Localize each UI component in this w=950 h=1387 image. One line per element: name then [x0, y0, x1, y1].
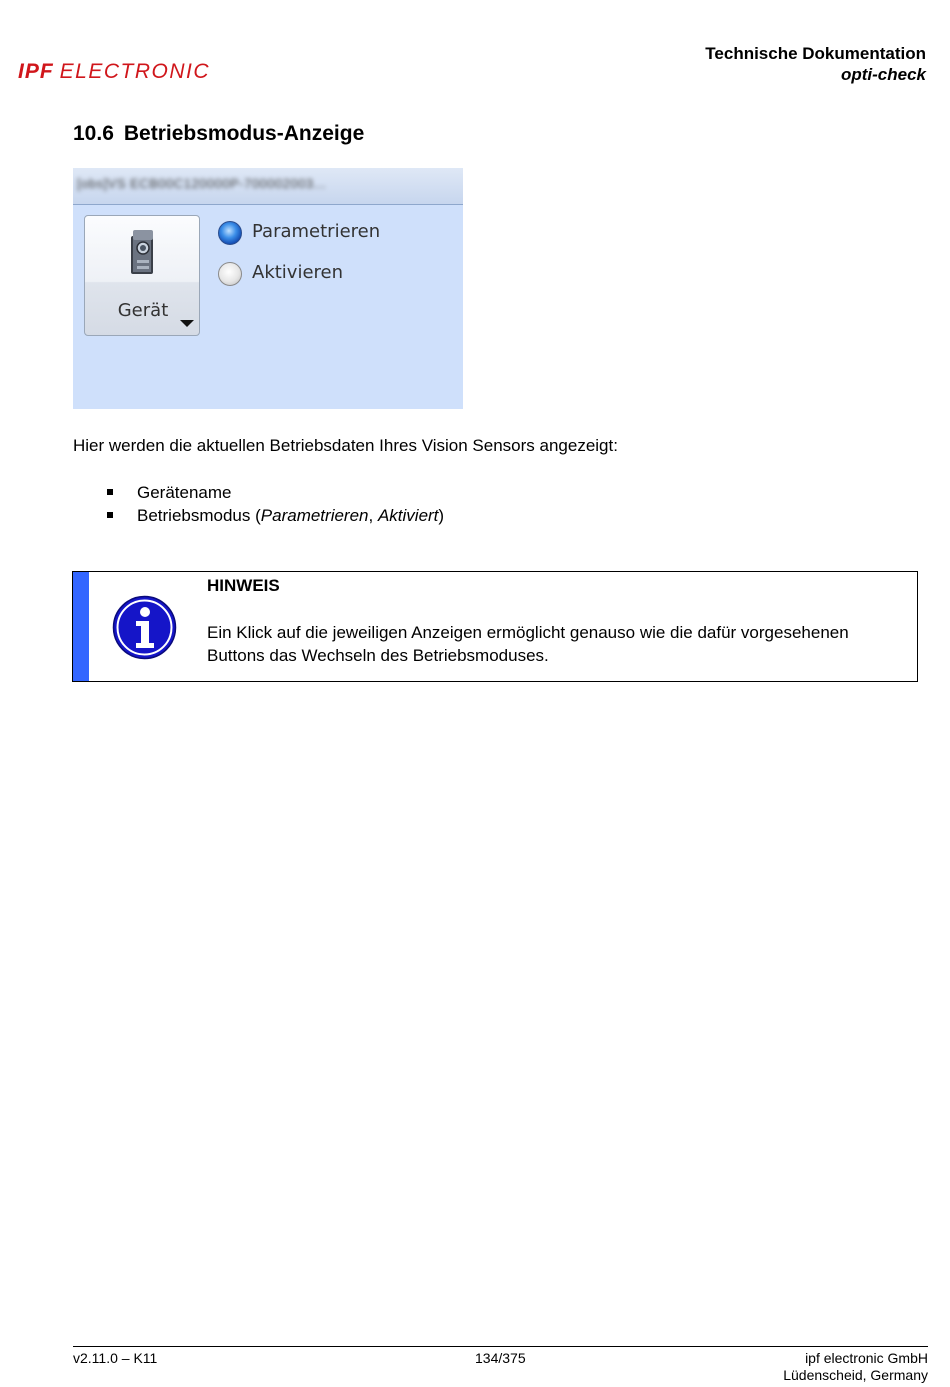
- bullet-square-icon: [107, 512, 113, 518]
- logo-text: ELECTRONIC: [59, 60, 211, 83]
- bullet-text-prefix: Betriebsmodus (: [137, 506, 261, 525]
- footer-version: v2.11.0 – K11: [73, 1350, 158, 1366]
- radio-selected-icon[interactable]: [218, 221, 242, 245]
- mode-aktiviert: Aktiviert: [377, 506, 439, 525]
- footer-divider: [73, 1346, 928, 1347]
- device-button[interactable]: [84, 215, 200, 336]
- list-item: [73, 504, 444, 527]
- bullet-list: [73, 481, 444, 527]
- mode-display-screenshot: [73, 168, 463, 409]
- document-title: Technische Dokumentation: [705, 44, 926, 63]
- bullet-separator: ,: [368, 506, 378, 525]
- footer-company: [783, 1350, 928, 1384]
- company-name: ipf electronic GmbH: [805, 1350, 928, 1366]
- logo-brand: IPF: [18, 60, 54, 83]
- document-subtitle: opti-check: [840, 65, 926, 84]
- hint-text: Ein Klick auf die jeweiligen Anzeigen ermöglicht genauso wie die dafür vorgesehenen Buttons das Wechseln des Betriebsmoduses.: [207, 623, 849, 665]
- screenshot-titlebar: [73, 168, 463, 205]
- hint-heading: HINWEIS: [207, 576, 280, 595]
- section-title: Betriebsmodus-Anzeige: [123, 122, 365, 145]
- radio-unselected-icon[interactable]: [218, 262, 242, 286]
- radio-aktivieren[interactable]: [218, 260, 458, 288]
- radio-parametrieren[interactable]: [218, 219, 458, 247]
- section-number: 10.6: [73, 122, 114, 145]
- radio-label-aktivieren: Aktivieren: [252, 262, 344, 283]
- bullet-text-suffix: ): [438, 506, 445, 525]
- radio-label-parametrieren: Parametrieren: [252, 221, 381, 242]
- document-header: [705, 43, 926, 85]
- chevron-down-icon[interactable]: [180, 320, 194, 327]
- bullet-square-icon: [107, 489, 113, 495]
- mode-parametrieren: Parametrieren: [260, 506, 369, 525]
- company-location: Lüdenscheid, Germany: [783, 1367, 928, 1383]
- list-item: [73, 481, 444, 504]
- device-button-label: Gerät: [117, 300, 169, 321]
- intro-paragraph: Hier werden die aktuellen Betriebsdaten Ihres Vision Sensors angezeigt:: [73, 436, 618, 455]
- hint-accent-bar: [73, 572, 89, 681]
- bullet-text: Gerätename: [137, 483, 232, 502]
- company-logo: [18, 60, 210, 84]
- section-heading: [73, 122, 364, 146]
- hint-box: [72, 571, 918, 682]
- footer-page-number: 134/375: [475, 1350, 526, 1366]
- blurred-device-name: [obs]VS ECB00C120000P-700002003...: [77, 176, 327, 191]
- info-icon: [112, 595, 177, 660]
- camera-icon: [127, 226, 159, 278]
